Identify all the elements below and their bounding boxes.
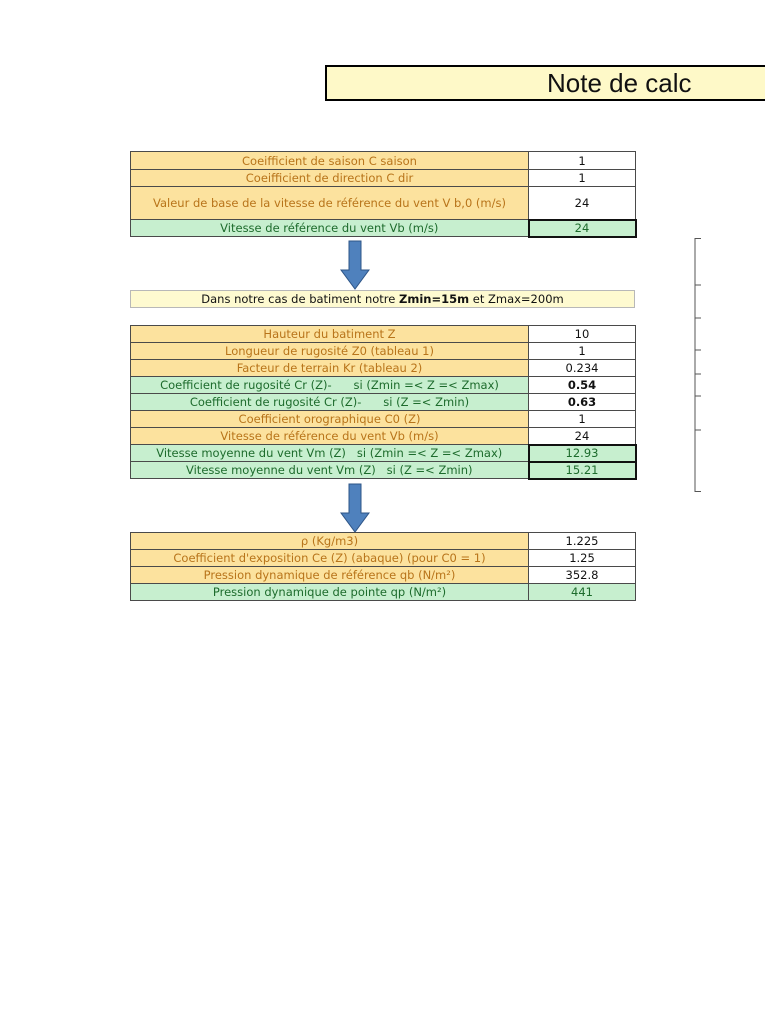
note-suffix: et Zmax=200m (469, 292, 564, 306)
cell-label[interactable]: Coefficient orographique C0 (Z) (131, 411, 529, 428)
side-bracket (692, 238, 702, 492)
note-zmin: Zmin=15m (399, 292, 470, 306)
down-arrow-icon (340, 483, 370, 533)
table-row (131, 187, 636, 220)
table-row (131, 377, 636, 394)
table-row (131, 550, 636, 567)
cell-label[interactable]: Facteur de terrain Kr (tableau 2) (131, 360, 529, 377)
cell-value[interactable]: 15.21 (529, 462, 636, 479)
table-row (131, 462, 636, 479)
zmin-zmax-note[interactable] (130, 290, 635, 308)
table-row (131, 584, 636, 601)
cell-label[interactable]: Coeifficient de saison C saison (131, 152, 529, 170)
down-arrow-icon (340, 240, 370, 290)
table-row (131, 428, 636, 445)
cell-value[interactable]: 352.8 (529, 567, 636, 584)
cell-value[interactable]: 441 (529, 584, 636, 601)
cell-label[interactable]: Vitesse moyenne du vent Vm (Z) si (Z =< Zmin) (131, 462, 529, 479)
table-row (131, 360, 636, 377)
roughness-table (130, 325, 637, 480)
cell-value[interactable]: 1 (529, 152, 636, 170)
cell-value[interactable]: 1.25 (529, 550, 636, 567)
cell-label[interactable]: Valeur de base de la vitesse de référence du vent V b,0 (m/s) (131, 187, 529, 220)
cell-value[interactable]: 12.93 (529, 445, 636, 462)
table-row (131, 170, 636, 187)
table-row (131, 533, 636, 550)
cell-label[interactable]: Vitesse moyenne du vent Vm (Z) si (Zmin =< Z =< Zmax) (131, 445, 529, 462)
cell-value[interactable]: 1 (529, 411, 636, 428)
title-banner (325, 65, 765, 101)
cell-label[interactable]: Pression dynamique de référence qb (N/m²) (131, 567, 529, 584)
wind-base-table (130, 151, 637, 238)
cell-label[interactable]: Coefficient d'exposition Ce (Z) (abaque) (pour C0 = 1) (131, 550, 529, 567)
table-row (131, 326, 636, 343)
table-row (131, 567, 636, 584)
cell-label[interactable]: Pression dynamique de pointe qp (N/m²) (131, 584, 529, 601)
cell-value[interactable]: 24 (529, 187, 636, 220)
cell-value[interactable]: 0.234 (529, 360, 636, 377)
cell-value[interactable]: 1 (529, 170, 636, 187)
cell-label[interactable]: Longueur de rugosité Z0 (tableau 1) (131, 343, 529, 360)
cell-value[interactable]: 10 (529, 326, 636, 343)
cell-value[interactable]: 1 (529, 343, 636, 360)
cell-label[interactable]: Vitesse de référence du vent Vb (m/s) (131, 428, 529, 445)
cell-value[interactable]: 0.54 (529, 377, 636, 394)
cell-label[interactable]: Coefficient de rugosité Cr (Z)- si (Zmin =< Z =< Zmax) (131, 377, 529, 394)
table-row (131, 411, 636, 428)
table-row (131, 343, 636, 360)
page-title: Note de calc (547, 68, 692, 98)
note-prefix: Dans notre cas de batiment notre (201, 292, 400, 306)
cell-value[interactable]: 1.225 (529, 533, 636, 550)
table-row (131, 152, 636, 170)
title-clip (700, 67, 765, 101)
pressure-table (130, 532, 636, 601)
cell-label[interactable]: ρ (Kg/m3) (131, 533, 529, 550)
cell-label[interactable]: Coefficient de rugosité Cr (Z)- si (Z =< Zmin) (131, 394, 529, 411)
cell-value[interactable]: 0.63 (529, 394, 636, 411)
cell-label[interactable]: Coeifficient de direction C dir (131, 170, 529, 187)
cell-value[interactable]: 24 (529, 428, 636, 445)
cell-label[interactable]: Hauteur du batiment Z (131, 326, 529, 343)
table-row (131, 445, 636, 462)
cell-value[interactable]: 24 (529, 220, 636, 237)
cell-label[interactable]: Vitesse de référence du vent Vb (m/s) (131, 220, 529, 237)
table-row (131, 220, 636, 237)
table-row (131, 394, 636, 411)
